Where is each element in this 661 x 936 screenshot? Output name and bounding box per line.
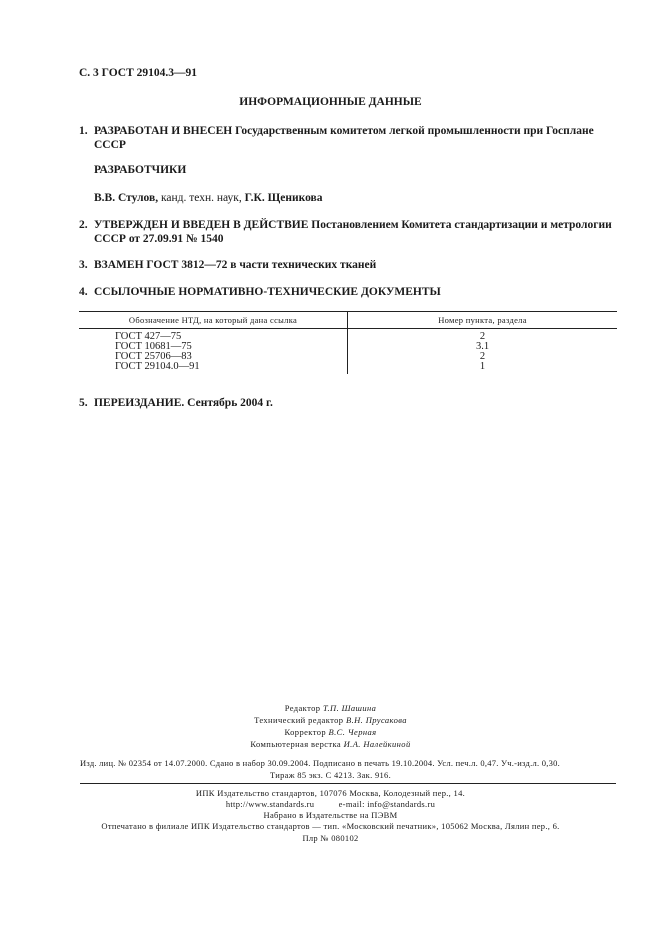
developer-name-2: Г.К. Щеникова bbox=[244, 192, 323, 204]
section-3-number: 3. bbox=[79, 259, 88, 271]
row-clause: 2 bbox=[479, 331, 486, 342]
typeset-note: Набрано в Издательстве на ПЭВМ bbox=[263, 810, 398, 820]
section-4-number: 4. bbox=[79, 286, 88, 298]
developers-heading: РАЗРАБОТЧИКИ bbox=[94, 164, 187, 176]
section-1 bbox=[79, 124, 619, 152]
section-5-number: 5. bbox=[79, 397, 88, 409]
row-clause: 1 bbox=[479, 361, 486, 372]
publisher-address: ИПК Издательство стандартов, 107076 Москва, Колодезный пер., 14. bbox=[195, 788, 466, 798]
license-number: Плр № 080102 bbox=[302, 833, 359, 843]
page-header: С. 3 ГОСТ 29104.3—91 bbox=[79, 67, 198, 79]
section-2-text: Постановлением Комитета стандартизации и метрологии СССР от 27.09.91 № 1540 bbox=[94, 219, 612, 245]
section-2 bbox=[79, 218, 619, 246]
references-table bbox=[79, 311, 617, 374]
column-header-clause: Номер пункта, раздела bbox=[348, 312, 618, 329]
website-link[interactable]: http://www.standards.ru bbox=[225, 799, 315, 809]
developer-name-1: В.В. Стулов, bbox=[94, 192, 159, 204]
publisher-contacts bbox=[0, 799, 661, 809]
table-header-row bbox=[79, 312, 617, 329]
section-4-lead: ССЫЛОЧНЫЕ НОРМАТИВНО-ТЕХНИЧЕСКИЕ ДОКУМЕНТЫ bbox=[94, 286, 441, 298]
section-1-text: Государственным комитетом легкой промышленности при Госплане СССР bbox=[94, 125, 594, 151]
print-run-info: Тираж 85 экз. С 4213. Зак. 916. bbox=[269, 770, 392, 780]
section-2-number: 2. bbox=[79, 219, 88, 231]
section-1-number: 1. bbox=[79, 125, 88, 137]
row-document: ГОСТ 29104.0—91 bbox=[79, 362, 348, 374]
section-5-lead: ПЕРЕИЗДАНИЕ. bbox=[94, 397, 185, 409]
section-3-lead: ВЗАМЕН ГОСТ 3812—72 bbox=[94, 259, 228, 271]
publication-info: Изд. лиц. № 02354 от 14.07.2000. Сдано в набор 30.09.2004. Подписано в печать 19.10.2004. Усл. печ.л. 0,47. Уч.-изд.л. 0,30. bbox=[80, 758, 560, 768]
table-row bbox=[79, 362, 617, 374]
email-link[interactable]: e-mail: info@standards.ru bbox=[338, 799, 436, 809]
credit-tech-editor: Технический редактор В.Н. Прусакова bbox=[254, 715, 407, 725]
table-row bbox=[79, 329, 617, 343]
row-document: ГОСТ 25706—83 bbox=[79, 352, 348, 362]
row-document: ГОСТ 10681—75 bbox=[79, 342, 348, 352]
divider-line bbox=[80, 783, 616, 784]
section-3-text: в части технических тканей bbox=[230, 259, 377, 271]
developer-degree: канд. техн. наук, bbox=[160, 192, 242, 204]
section-5-text: Сентябрь 2004 г. bbox=[187, 397, 273, 409]
row-document: ГОСТ 427—75 bbox=[79, 329, 348, 343]
section-5 bbox=[79, 396, 619, 410]
section-1-lead: РАЗРАБОТАН И ВНЕСЕН bbox=[94, 125, 233, 137]
printed-note: Отпечатано в филиале ИПК Издательство стандартов — тип. «Московский печатник», 105062 Москва, Лялин пер., 6. bbox=[101, 821, 560, 831]
section-4 bbox=[79, 285, 619, 299]
column-header-document: Обозначение НТД, на который дана ссылка bbox=[79, 312, 348, 329]
section-2-lead: УТВЕРЖДЕН И ВВЕДЕН В ДЕЙСТВИЕ bbox=[94, 219, 309, 231]
credit-layout: Компьютерная верстка И.А. Налейкиной bbox=[250, 739, 411, 749]
row-clause: 2 bbox=[479, 351, 486, 362]
section-3 bbox=[79, 258, 619, 272]
developers-list bbox=[79, 191, 619, 205]
section-title: ИНФОРМАЦИОННЫЕ ДАННЫЕ bbox=[239, 96, 422, 108]
credit-corrector: Корректор В.С. Черная bbox=[284, 727, 377, 737]
credit-editor: Редактор Т.П. Шашина bbox=[284, 703, 377, 713]
row-clause: 3.1 bbox=[475, 341, 490, 352]
